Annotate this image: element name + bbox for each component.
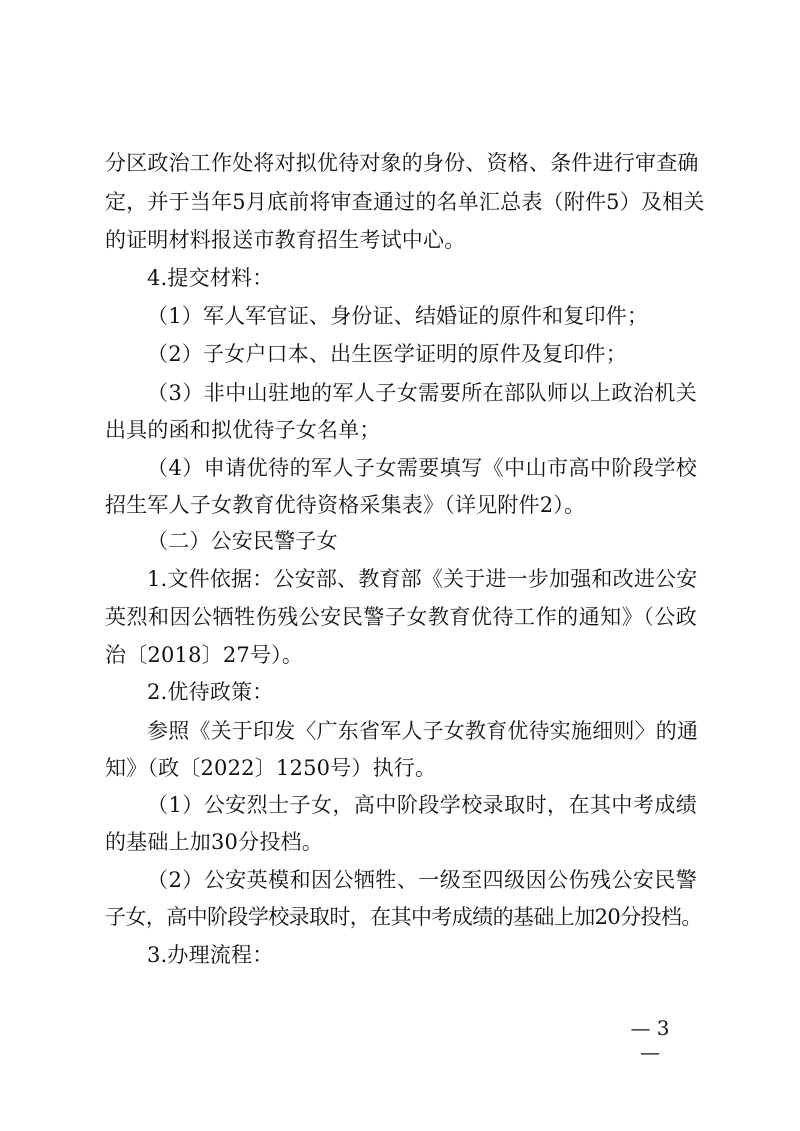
page-number: — 3 — <box>630 1016 670 1064</box>
paragraph-line: 出具的函和拟优待子女名单； <box>105 418 381 442</box>
list-item: （1）公安烈士子女，高中阶段学校录取时，在其中考成绩 <box>147 793 697 817</box>
paragraph-line: 治〔2018〕27号）。 <box>105 643 304 667</box>
paragraph-line: 分区政治工作处将对拟优待对象的身份、资格、条件进行审查确 <box>105 151 699 175</box>
list-item: （3）非中山驻地的军人子女需要所在部队师以上政治机关 <box>147 381 697 405</box>
section-heading: 3.办理流程： <box>147 943 274 967</box>
paragraph-line: 定，并于当年5月底前将审查通过的名单汇总表（附件5）及相关 <box>105 190 705 214</box>
paragraph-line: 参照《关于印发〈广东省军人子女教育优待实施细则〉的通 <box>147 719 699 743</box>
section-heading: （二）公安民警子女 <box>147 529 338 553</box>
section-heading: 4.提交材料： <box>147 266 274 290</box>
paragraph-line: 的证明材料报送市教育招生考试中心。 <box>105 228 466 252</box>
list-item: （2）公安英模和因公牺牲、一级至四级因公伤残公安民警 <box>147 868 697 892</box>
section-heading: 2.优待政策： <box>147 680 274 704</box>
list-item: （2）子女户口本、出生医学证明的原件及复印件； <box>147 342 627 366</box>
list-item: （1）军人军官证、身份证、结婚证的原件和复印件； <box>147 304 649 328</box>
paragraph-line: 招生军人子女教育优待资格采集表》（详见附件2）。 <box>105 493 586 517</box>
paragraph-line: 英烈和因公牺牲伤残公安民警子女教育优待工作的通知》（公政 <box>105 605 697 629</box>
paragraph-line: 1.文件依据：公安部、教育部《关于进一步加强和改进公安 <box>147 567 698 591</box>
paragraph-line: 的基础上加30分投档。 <box>105 830 323 854</box>
paragraph-line: 子女，高中阶段学校录取时，在其中考成绩的基础上加20分投档。 <box>105 905 702 929</box>
paragraph-line: 知》（政〔2022〕1250号）执行。 <box>105 756 437 780</box>
list-item: （4）申请优待的军人子女需要填写《中山市高中阶段学校 <box>147 456 697 480</box>
